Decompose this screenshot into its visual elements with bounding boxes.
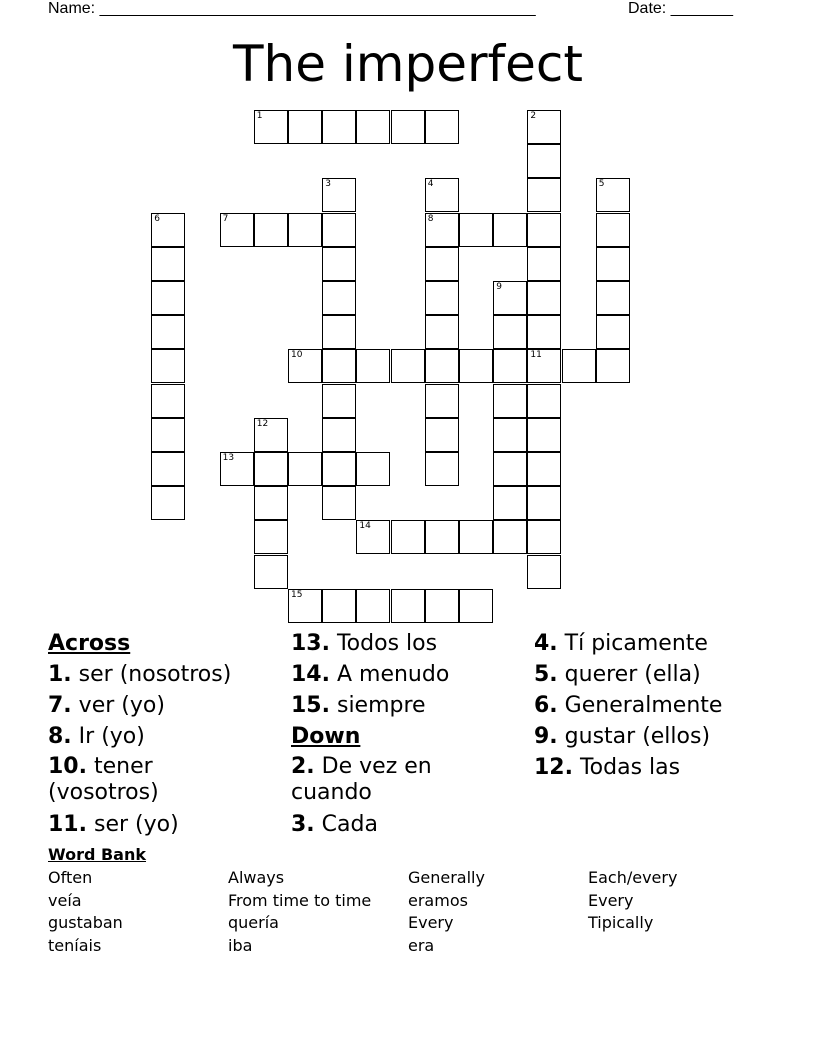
crossword-cell[interactable] — [493, 452, 527, 486]
crossword-cell[interactable] — [151, 349, 185, 383]
clue-text: De vez en cuando — [291, 754, 432, 805]
crossword-cell[interactable] — [288, 349, 322, 383]
word-bank-item: From time to time — [228, 890, 372, 910]
clue-number: 8. — [48, 724, 72, 749]
clue-number: 4. — [534, 631, 558, 656]
word-bank-item: Each/every — [588, 868, 678, 887]
crossword-cell[interactable] — [425, 110, 459, 144]
crossword-cell[interactable] — [254, 110, 288, 144]
crossword-cell[interactable] — [356, 110, 390, 144]
crossword-cell[interactable] — [493, 213, 527, 247]
crossword-cell[interactable] — [356, 589, 390, 623]
cell-number: 1 — [256, 111, 263, 121]
crossword-cell[interactable] — [425, 520, 459, 554]
clue-number: 12. — [534, 755, 573, 780]
cell-number: 5 — [598, 179, 605, 190]
clue-across-8 — [48, 721, 278, 752]
clue-across-11 — [48, 809, 278, 840]
clue-number: 9. — [534, 724, 558, 749]
clue-down-12 — [534, 752, 774, 783]
crossword-cell[interactable] — [425, 349, 459, 383]
clue-text: tener (vosotros) — [48, 754, 159, 805]
crossword-cell[interactable] — [356, 520, 390, 554]
cell-number: 14 — [359, 521, 371, 532]
crossword-cell[interactable] — [151, 281, 185, 315]
crossword-cell[interactable] — [527, 144, 561, 178]
crossword-cell[interactable] — [425, 213, 459, 247]
cell-number: 9 — [496, 282, 502, 292]
crossword-cell[interactable] — [425, 384, 459, 418]
clue-number: 14. — [291, 662, 330, 687]
crossword-cell[interactable] — [151, 452, 185, 486]
crossword-cell[interactable] — [220, 452, 254, 486]
clue-text: ver (yo) — [78, 693, 165, 718]
word-bank — [48, 845, 768, 958]
crossword-cell[interactable] — [562, 349, 596, 383]
crossword-cell[interactable] — [596, 213, 630, 247]
crossword-cell[interactable] — [322, 349, 356, 383]
crossword-cell[interactable] — [391, 589, 425, 623]
crossword-cell[interactable] — [254, 520, 288, 554]
cell-number: 3 — [325, 179, 331, 190]
crossword-cell[interactable] — [527, 247, 561, 281]
clues-column-1 — [48, 628, 278, 840]
crossword-cell[interactable] — [151, 486, 185, 520]
crossword-cell[interactable] — [527, 486, 561, 520]
crossword-cell[interactable] — [391, 110, 425, 144]
crossword-cell[interactable] — [527, 281, 561, 315]
crossword-cell[interactable] — [151, 247, 185, 281]
crossword-cell[interactable] — [596, 281, 630, 315]
clue-text: Cada — [321, 812, 378, 837]
cell-number: 13 — [222, 453, 235, 463]
word-bank-item: Tipically — [588, 913, 654, 933]
clue-number: 11. — [48, 812, 87, 837]
clue-text: ser (yo) — [93, 812, 179, 837]
crossword-cell[interactable] — [527, 178, 561, 212]
page-title: The imperfect — [233, 35, 583, 93]
crossword-cell[interactable] — [425, 281, 459, 315]
word-bank-item: Often — [48, 868, 93, 887]
clue-number: 3. — [291, 812, 315, 837]
crossword-cell[interactable] — [596, 247, 630, 281]
clue-across-1 — [48, 659, 278, 690]
clue-down-5 — [534, 659, 774, 690]
cell-number: 6 — [154, 213, 160, 224]
word-bank-item: Generally — [408, 868, 485, 887]
clue-number: 13. — [291, 631, 330, 656]
clue-down-6 — [534, 690, 774, 721]
crossword-cell[interactable] — [254, 213, 288, 247]
crossword-cell[interactable] — [459, 589, 493, 623]
word-bank-item: era — [408, 936, 435, 956]
crossword-cell[interactable] — [391, 520, 425, 554]
crossword-cell[interactable] — [322, 315, 356, 349]
crossword-cell[interactable] — [322, 178, 356, 212]
crossword-cell[interactable] — [459, 349, 493, 383]
crossword-cell[interactable] — [254, 486, 288, 520]
crossword-cell[interactable] — [425, 178, 459, 212]
cell-number: 4 — [427, 179, 434, 190]
clue-number: 5. — [534, 662, 558, 687]
clue-number: 1. — [48, 662, 72, 687]
crossword-cell[interactable] — [493, 349, 527, 383]
crossword-cell[interactable] — [288, 110, 322, 144]
cell-number: 12 — [256, 418, 269, 429]
crossword-cell[interactable] — [459, 213, 493, 247]
crossword-cell[interactable] — [596, 178, 630, 212]
word-bank-item: quería — [228, 913, 279, 933]
clue-across-7 — [48, 690, 278, 721]
crossword-cell[interactable] — [322, 384, 356, 418]
crossword-cell[interactable] — [493, 281, 527, 315]
word-bank-item: iba — [228, 936, 253, 956]
clue-text: gustar (ellos) — [564, 724, 711, 749]
crossword-cell[interactable] — [322, 452, 356, 486]
clue-down-9 — [534, 721, 774, 752]
crossword-cell[interactable] — [151, 315, 185, 349]
date-field[interactable]: Date: _______ — [628, 0, 733, 17]
clue-text: Generalmente — [564, 693, 723, 718]
clue-down-2 — [291, 754, 461, 806]
word-bank-item: eramos — [408, 890, 468, 910]
crossword-cell[interactable] — [322, 589, 356, 623]
crossword-cell[interactable] — [322, 281, 356, 315]
word-bank-item: teníais — [48, 936, 102, 956]
clue-across-14 — [291, 659, 521, 690]
crossword-cell[interactable] — [596, 315, 630, 349]
crossword-cell[interactable] — [493, 520, 527, 554]
crossword-cell[interactable] — [425, 418, 459, 452]
word-bank-item: Every — [408, 913, 454, 933]
clue-across-13 — [291, 628, 521, 659]
cell-number: 15 — [291, 589, 303, 600]
clue-number: 2. — [291, 754, 315, 779]
crossword-cell[interactable] — [425, 589, 459, 623]
clue-text: siempre — [336, 693, 426, 718]
cell-number: 8 — [427, 213, 434, 224]
clue-text: Todas las — [579, 755, 681, 780]
crossword-cell[interactable] — [493, 418, 527, 452]
word-bank-grid — [48, 867, 768, 958]
clues-column-2 — [291, 628, 521, 840]
clue-down-3 — [291, 809, 521, 840]
down-heading: Down — [291, 724, 361, 749]
crossword-cell[interactable] — [322, 418, 356, 452]
crossword-cell[interactable] — [425, 452, 459, 486]
crossword-cell[interactable] — [220, 213, 254, 247]
crossword-cell[interactable] — [493, 384, 527, 418]
word-bank-title: Word Bank — [48, 845, 147, 864]
clue-text: Todos los — [336, 631, 438, 656]
crossword-cell[interactable] — [391, 349, 425, 383]
crossword-cell[interactable] — [356, 452, 390, 486]
clue-number: 7. — [48, 693, 72, 718]
word-bank-item: Always — [228, 868, 285, 887]
clues-column-3 — [534, 628, 774, 783]
crossword-cell[interactable] — [527, 315, 561, 349]
crossword-cell[interactable] — [527, 384, 561, 418]
clue-text: Tí picamente — [564, 631, 708, 656]
clue-down-4 — [534, 628, 774, 659]
crossword-cell[interactable] — [288, 589, 322, 623]
crossword-cell[interactable] — [527, 520, 561, 554]
crossword-cell[interactable] — [459, 520, 493, 554]
cell-number: 10 — [291, 350, 303, 361]
clue-number: 6. — [534, 693, 558, 718]
clue-text: ser (nosotros) — [78, 662, 232, 687]
crossword-cell[interactable] — [425, 247, 459, 281]
crossword-cell[interactable] — [527, 555, 561, 589]
cell-number: 7 — [222, 213, 229, 224]
crossword-cell[interactable] — [254, 452, 288, 486]
crossword-cell[interactable] — [288, 452, 322, 486]
crossword-cell[interactable] — [527, 418, 561, 452]
clue-text: Ir (yo) — [78, 724, 145, 749]
crossword-cell[interactable] — [596, 349, 630, 383]
crossword-cell[interactable] — [527, 452, 561, 486]
clue-number: 10. — [48, 754, 87, 779]
word-bank-item: gustaban — [48, 913, 123, 933]
word-bank-item: veía — [48, 890, 82, 910]
clue-text: A menudo — [336, 662, 450, 687]
crossword-cell[interactable] — [493, 315, 527, 349]
crossword-cell[interactable] — [288, 213, 322, 247]
crossword-cell[interactable] — [493, 486, 527, 520]
clue-across-10 — [48, 754, 228, 806]
crossword-cell[interactable] — [151, 418, 185, 452]
crossword-cell[interactable] — [527, 213, 561, 247]
cell-number: 2 — [530, 111, 537, 121]
crossword-cell[interactable] — [356, 349, 390, 383]
crossword-cell[interactable] — [322, 110, 356, 144]
across-heading: Across — [48, 631, 131, 656]
clue-text: querer (ella) — [564, 662, 701, 687]
crossword-cell[interactable] — [322, 247, 356, 281]
crossword-cell[interactable] — [151, 384, 185, 418]
crossword-cell[interactable] — [527, 349, 561, 383]
crossword-cell[interactable] — [322, 213, 356, 247]
word-bank-item: Every — [588, 890, 634, 910]
crossword-cell[interactable] — [527, 110, 561, 144]
clue-across-15 — [291, 690, 521, 721]
cell-number: 11 — [530, 350, 542, 361]
crossword-cell[interactable] — [322, 486, 356, 520]
clue-number: 15. — [291, 693, 330, 718]
name-field[interactable]: Name: _________________________________________________ — [48, 0, 536, 17]
crossword-cell[interactable] — [254, 555, 288, 589]
crossword-cell[interactable] — [425, 315, 459, 349]
crossword-cell[interactable] — [151, 213, 185, 247]
crossword-cell[interactable] — [254, 418, 288, 452]
